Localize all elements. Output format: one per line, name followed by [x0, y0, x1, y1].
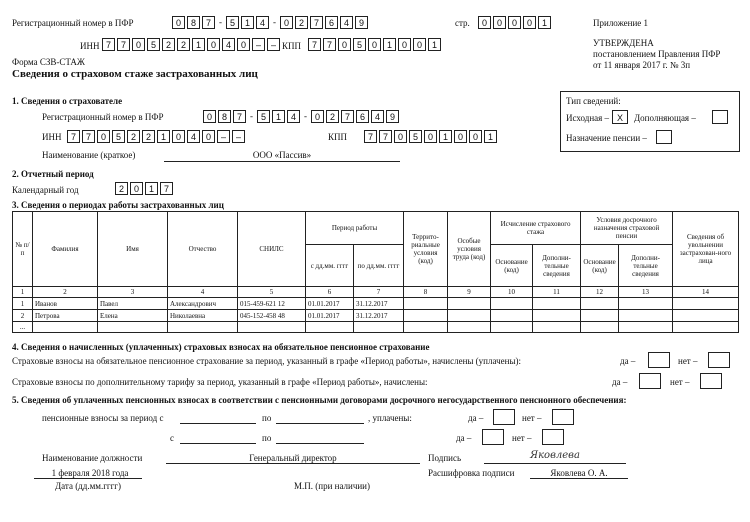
- s4-no1-label: нет –: [678, 356, 698, 366]
- digit-cell: 7: [364, 130, 377, 143]
- column-number: 4: [168, 287, 238, 298]
- digit-cell: 1: [145, 182, 158, 195]
- digit-cell: 8: [187, 16, 200, 29]
- digit-cell: 1: [439, 130, 452, 143]
- column-number: 2: [33, 287, 98, 298]
- table-row: [13, 322, 739, 333]
- th-to: по дд.мм. гггг: [354, 245, 404, 287]
- column-number: 13: [619, 287, 673, 298]
- digit-cell: 4: [340, 16, 353, 29]
- column-number: 14: [673, 287, 739, 298]
- digit-cell: 1: [383, 38, 396, 51]
- digit-cell: 4: [287, 110, 300, 123]
- digit-cell: 2: [177, 38, 190, 51]
- digit-cell: 0: [508, 16, 521, 29]
- digit-cell: –: [267, 38, 280, 51]
- digit-cell: 5: [112, 130, 125, 143]
- column-number: 10: [491, 287, 533, 298]
- cell-first: Павел: [98, 298, 168, 310]
- th-middle-name: Отчество: [168, 212, 238, 287]
- column-number: 8: [404, 287, 448, 298]
- s4-yes2-checkbox[interactable]: [639, 373, 661, 389]
- column-number: 1: [13, 287, 33, 298]
- th-num: № п/п: [13, 212, 33, 287]
- digit-cell: 4: [256, 16, 269, 29]
- year-cells: [115, 182, 175, 195]
- digit-cell: 7: [102, 38, 115, 51]
- th-early-base: Основание (код): [581, 245, 619, 287]
- digit-cell: 2: [127, 130, 140, 143]
- info-type-pension-checkbox[interactable]: [656, 130, 672, 144]
- s1-reg-cells: [203, 110, 401, 123]
- digit-cell: 7: [379, 130, 392, 143]
- column-number: 11: [533, 287, 581, 298]
- approved-label: УТВЕРЖДЕНА: [593, 38, 654, 48]
- s4-no1-checkbox[interactable]: [708, 352, 730, 368]
- digit-cell: 0: [469, 130, 482, 143]
- cell-last: Иванов: [33, 298, 98, 310]
- cell-from: 01.01.2017: [306, 298, 354, 310]
- th-early-extra: Дополни-тельные сведения: [619, 245, 673, 287]
- column-number: 5: [238, 287, 306, 298]
- date-value: 1 февраля 2018 года: [51, 468, 129, 478]
- digit-cell: 7: [310, 16, 323, 29]
- approved-date: от 11 января 2017 г. № 3п: [593, 60, 691, 70]
- decode-value: Яковлева О. А.: [550, 468, 608, 478]
- s5-to2-label: по: [262, 433, 272, 443]
- digit-cell: 7: [308, 38, 321, 51]
- cell-to: 31.12.2017: [354, 298, 404, 310]
- digit-cell: 0: [523, 16, 536, 29]
- info-type-pension-label: Назначение пенсии –: [566, 133, 647, 143]
- s5-yes1-label: да –: [468, 413, 484, 423]
- digit-cell: 7: [323, 38, 336, 51]
- digit-cell: 7: [233, 110, 246, 123]
- digit-cell: 0: [132, 38, 145, 51]
- digit-cell: 0: [97, 130, 110, 143]
- column-numbers-row: [13, 287, 739, 298]
- digit-cell: 5: [353, 38, 366, 51]
- s5-no2-label: нет –: [512, 433, 532, 443]
- cell-snils: 045-152-458 48: [238, 310, 306, 322]
- appendix-label: Приложение 1: [593, 18, 649, 28]
- digit-separator: -: [219, 17, 222, 27]
- cell-last: Петрова: [33, 310, 98, 322]
- digit-cell: 5: [147, 38, 160, 51]
- s5-paid-label: , уплачены:: [368, 413, 412, 423]
- digit-cell: 1: [484, 130, 497, 143]
- info-type-supp-label: Дополняющая –: [634, 113, 696, 123]
- digit-cell: 1: [272, 110, 285, 123]
- s5-to1-line[interactable]: [276, 423, 364, 424]
- th-snils: СНИЛС: [238, 212, 306, 287]
- approved-by: постановлением Правления ПФР: [593, 49, 721, 59]
- table-row: [13, 298, 739, 310]
- s5-yes2-checkbox[interactable]: [482, 429, 504, 445]
- column-number: 9: [448, 287, 491, 298]
- digit-cell: 0: [202, 130, 215, 143]
- page-title: Сведения о страховом стаже застрахованных лиц: [12, 68, 258, 80]
- digit-cell: 6: [325, 16, 338, 29]
- year-label: Календарный год: [12, 185, 79, 195]
- digit-cell: 0: [454, 130, 467, 143]
- digit-cell: 4: [222, 38, 235, 51]
- cell-middle: Александрович: [168, 298, 238, 310]
- digit-cell: 0: [203, 110, 216, 123]
- date-line: [34, 478, 142, 479]
- th-special: Особые условия труда (код): [448, 212, 491, 287]
- cell-more: ...: [13, 322, 33, 333]
- form-name: Форма СЗВ-СТАЖ: [12, 57, 85, 67]
- digit-cell: 1: [192, 38, 205, 51]
- digit-cell: 7: [67, 130, 80, 143]
- digit-cell: –: [217, 130, 230, 143]
- th-early: Условия досрочного назначения страховой пенсии: [581, 212, 673, 245]
- s4-line2: Страховые взносы по дополнительному тарифу за период, указанный в графе «Период работы», начислены:: [12, 377, 428, 387]
- column-number: 12: [581, 287, 619, 298]
- digit-separator: -: [273, 17, 276, 27]
- decode-line: [530, 478, 628, 479]
- th-calc: Исчисление страхового стажа: [491, 212, 581, 245]
- cell-to: 31.12.2017: [354, 310, 404, 322]
- info-type-supp-checkbox[interactable]: [712, 110, 728, 124]
- cell-num: 1: [13, 298, 33, 310]
- s5-from2-label: с: [170, 433, 174, 443]
- digit-cell: 0: [207, 38, 220, 51]
- s5-yes1-checkbox[interactable]: [493, 409, 515, 425]
- th-last-name: Фамилия: [33, 212, 98, 287]
- s1-name-line: [164, 161, 400, 162]
- digit-cell: 1: [538, 16, 551, 29]
- column-number: 3: [98, 287, 168, 298]
- th-territory: Террито-риальные условия (код): [404, 212, 448, 287]
- kpp-cells: [308, 38, 443, 51]
- th-from: с дд.мм. гггг: [306, 245, 354, 287]
- position-label: Наименование должности: [42, 453, 143, 463]
- digit-cell: –: [252, 38, 265, 51]
- section1-title: 1. Сведения о страхователе: [12, 96, 123, 106]
- position-line: [166, 463, 420, 464]
- digit-cell: 1: [241, 16, 254, 29]
- digit-cell: 0: [172, 16, 185, 29]
- s4-yes1-label: да –: [620, 356, 636, 366]
- s5-to2-line[interactable]: [276, 443, 364, 444]
- s4-line1: Страховые взносы на обязательное пенсионное страхование за период, указанный в графе «Период работы», начислены (уплачены):: [12, 356, 522, 366]
- s4-yes2-label: да –: [612, 377, 628, 387]
- digit-cell: 0: [394, 130, 407, 143]
- section2-title: 2. Отчетный период: [12, 169, 94, 179]
- digit-cell: 0: [172, 130, 185, 143]
- digit-cell: 8: [218, 110, 231, 123]
- reg-number-cells: [172, 16, 370, 29]
- digit-cell: 7: [117, 38, 130, 51]
- cell-middle: Николаевна: [168, 310, 238, 322]
- th-dismiss: Сведения об увольнении застрахован-ного лица: [673, 212, 739, 287]
- work-periods-table: [12, 211, 739, 333]
- position-value: Генеральный директор: [249, 453, 337, 463]
- s1-inn-cells: [67, 130, 247, 143]
- section3-title: 3. Сведения о периодах работы застрахованных лиц: [12, 200, 224, 210]
- digit-cell: 5: [409, 130, 422, 143]
- s5-from2-line[interactable]: [180, 443, 256, 444]
- inn-label: ИНН: [80, 41, 100, 51]
- digit-cell: 0: [311, 110, 324, 123]
- digit-cell: 9: [355, 16, 368, 29]
- s5-no1-checkbox[interactable]: [552, 409, 574, 425]
- date-label: Дата (дд.мм.гггг): [55, 481, 121, 491]
- kpp-label: КПП: [282, 41, 302, 51]
- mp-label: М.П. (при наличии): [294, 481, 370, 491]
- th-first-name: Имя: [98, 212, 168, 287]
- digit-cell: 0: [368, 38, 381, 51]
- signature: Яковлева: [530, 450, 580, 461]
- digit-cell: –: [232, 130, 245, 143]
- decode-label: Расшифровка подписи: [428, 468, 515, 478]
- sign-label: Подпись: [428, 453, 462, 463]
- s5-no1-label: нет –: [522, 413, 542, 423]
- digit-cell: 9: [386, 110, 399, 123]
- s4-yes1-checkbox[interactable]: [648, 352, 670, 368]
- info-type-initial-label: Исходная –: [566, 113, 610, 123]
- digit-cell: 0: [280, 16, 293, 29]
- digit-cell: 0: [237, 38, 250, 51]
- column-number: 6: [306, 287, 354, 298]
- s5-from1-line[interactable]: [180, 423, 256, 424]
- s1-reg-label: Регистрационный номер в ПФР: [42, 112, 164, 122]
- page-number-cells: [478, 16, 553, 29]
- digit-cell: 0: [493, 16, 506, 29]
- digit-cell: 2: [295, 16, 308, 29]
- digit-separator: -: [304, 111, 307, 121]
- cell-from: 01.01.2017: [306, 310, 354, 322]
- th-calc-base: Основание (код): [491, 245, 533, 287]
- digit-cell: 7: [341, 110, 354, 123]
- s1-inn-label: ИНН: [42, 132, 62, 142]
- s1-kpp-label: КПП: [328, 132, 348, 142]
- s1-name-label: Наименование (краткое): [42, 150, 136, 160]
- reg-number-label: Регистрационный номер в ПФР: [12, 18, 134, 28]
- cell-first: Елена: [98, 310, 168, 322]
- digit-cell: 0: [413, 38, 426, 51]
- digit-cell: 7: [160, 182, 173, 195]
- th-period: Период работы: [306, 212, 404, 245]
- digit-cell: 5: [257, 110, 270, 123]
- digit-cell: 1: [157, 130, 170, 143]
- cell-snils: 015-459-621 12: [238, 298, 306, 310]
- page-label: стр.: [455, 18, 470, 28]
- info-type-initial-checkbox[interactable]: X: [612, 110, 628, 124]
- cell-num: 2: [13, 310, 33, 322]
- digit-cell: 2: [142, 130, 155, 143]
- s1-kpp-cells: [364, 130, 499, 143]
- s1-name-value: ООО «Пассив»: [252, 150, 312, 160]
- section5-title: 5. Сведения об уплаченных пенсионных взносах в соответствии с пенсионными договорами досрочного негосударственного пенсионного обеспечения:: [12, 395, 627, 405]
- inn-cells: [102, 38, 282, 51]
- digit-cell: 1: [428, 38, 441, 51]
- digit-cell: 2: [162, 38, 175, 51]
- column-number: 7: [354, 287, 404, 298]
- table-row: [13, 310, 739, 322]
- digit-cell: 4: [187, 130, 200, 143]
- s4-no2-checkbox[interactable]: [700, 373, 722, 389]
- digit-cell: 4: [371, 110, 384, 123]
- digit-cell: 7: [82, 130, 95, 143]
- info-type-title: Тип сведений:: [566, 96, 621, 106]
- s4-no2-label: нет –: [670, 377, 690, 387]
- digit-cell: 7: [202, 16, 215, 29]
- digit-cell: 0: [338, 38, 351, 51]
- section4-title: 4. Сведения о начисленных (уплаченных) страховых взносах на обязательное пенсионное страхование: [12, 342, 430, 352]
- digit-cell: 2: [115, 182, 128, 195]
- digit-cell: 6: [356, 110, 369, 123]
- digit-cell: 0: [398, 38, 411, 51]
- digit-cell: 0: [424, 130, 437, 143]
- s5-to1-label: по: [262, 413, 272, 423]
- digit-cell: 2: [326, 110, 339, 123]
- digit-cell: 5: [226, 16, 239, 29]
- digit-separator: -: [250, 111, 253, 121]
- digit-cell: 0: [130, 182, 143, 195]
- digit-cell: 0: [478, 16, 491, 29]
- s5-period-label: пенсионные взносы за период с: [42, 413, 164, 423]
- th-calc-extra: Дополни-тельные сведения: [533, 245, 581, 287]
- s5-no2-checkbox[interactable]: [542, 429, 564, 445]
- s5-yes2-label: да –: [456, 433, 472, 443]
- sign-line: [484, 463, 626, 464]
